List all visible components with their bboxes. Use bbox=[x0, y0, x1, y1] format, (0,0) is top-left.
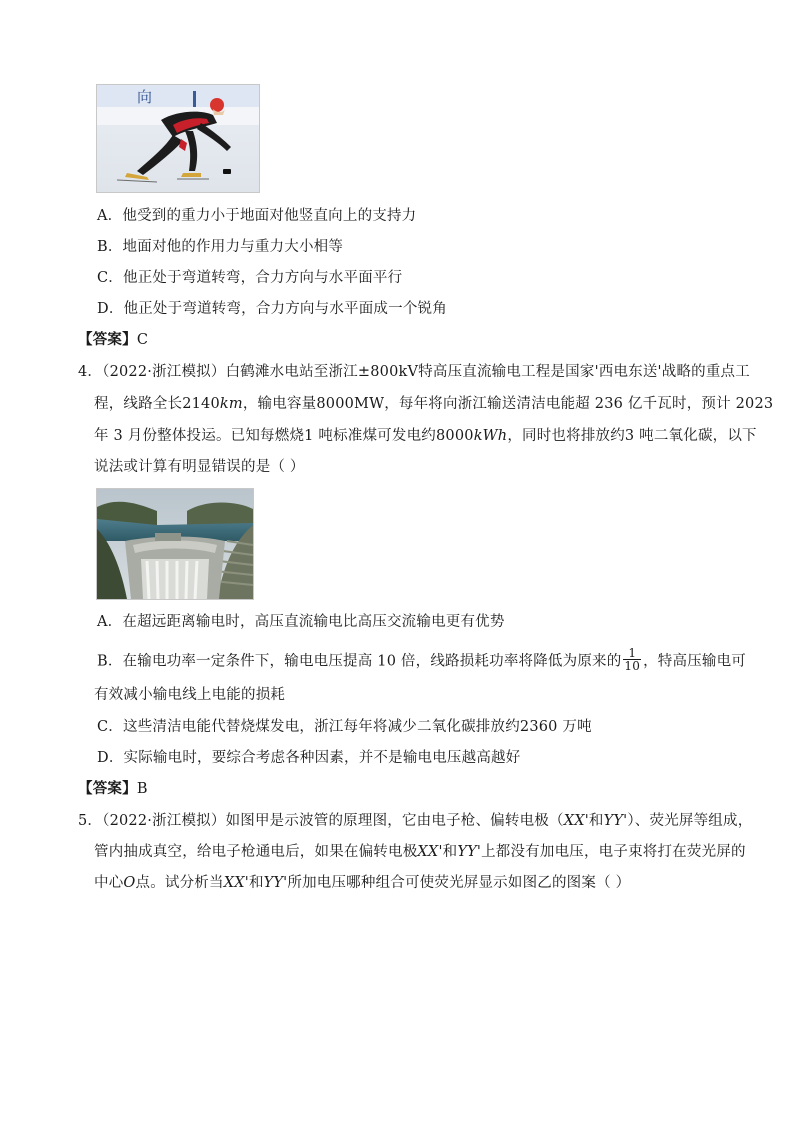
electrode-xx: XX' bbox=[563, 813, 589, 829]
q5-stem-line-1 bbox=[78, 811, 752, 831]
electrode-yy: YY' bbox=[263, 875, 288, 891]
q4-option-b-continued: 有效减小输电线上电能的损耗 bbox=[94, 687, 286, 703]
q3-option-d: D．他正处于弯道转弯，合力方向与水平面成一个锐角 bbox=[97, 301, 447, 317]
q4-option-d: D．实际输电时，要综合考虑各种因素，并不是输电电压越高越好 bbox=[97, 750, 521, 766]
q4-text: ，输电容量8000MW，每年将向浙江输送清洁电能超 236 亿千瓦时，预计 2023 bbox=[242, 396, 774, 412]
q5-text: 和 bbox=[248, 875, 264, 891]
answer-label: 【答案】 bbox=[78, 332, 137, 348]
q4-option-b-text: ，特高压输电可 bbox=[643, 653, 746, 670]
electrode-yy: YY' bbox=[603, 813, 628, 829]
q3-option-b: B．地面对他的作用力与重力大小相等 bbox=[97, 239, 344, 255]
q4-stem-line-1: 4．（2022·浙江模拟）白鹤滩水电站至浙江±800kV特高压直流输电工程是国家'西电东送'战略的重点工 bbox=[78, 364, 750, 380]
speed-skater-photo bbox=[96, 84, 260, 193]
answer-label: 【答案】 bbox=[78, 781, 137, 797]
answer-value: B bbox=[136, 781, 148, 797]
q4-text: 年 3 月份整体投运。已知每燃烧1 吨标准煤可发电约8000 bbox=[94, 428, 474, 444]
q5-text: 点。试分析当 bbox=[135, 875, 224, 891]
point-o: O bbox=[123, 875, 136, 891]
q4-stem-line-2 bbox=[94, 394, 773, 414]
fraction-denominator: 10 bbox=[624, 659, 641, 673]
electrode-yy: YY' bbox=[457, 844, 482, 860]
q4-option-c: C．这些清洁电能代替烧煤发电，浙江每年将减少二氧化碳排放约2360 万吨 bbox=[97, 719, 592, 735]
q5-text: ）、荧光屏等组成， bbox=[627, 813, 753, 829]
electrode-xx: XX' bbox=[223, 875, 249, 891]
q5-text: 所加电压哪种组合可使荧光屏显示如图乙的图案（ ） bbox=[287, 875, 631, 891]
q3-answer bbox=[78, 330, 148, 350]
fraction-one-tenth bbox=[623, 647, 641, 672]
fraction-numerator: 1 bbox=[623, 647, 641, 660]
electrode-xx: XX' bbox=[417, 844, 443, 860]
q4-option-a: A．在超远距离输电时，高压直流输电比高压交流输电更有优势 bbox=[97, 614, 505, 630]
q5-text: 中心 bbox=[94, 875, 124, 891]
q5-text: 和 bbox=[442, 844, 458, 860]
q5-stem-line-3 bbox=[94, 873, 630, 893]
q5-text: 和 bbox=[588, 813, 604, 829]
arena-wall-text: 向 bbox=[137, 88, 153, 106]
q4-stem-line-3 bbox=[94, 426, 757, 446]
q3-option-c: C．他正处于弯道转弯，合力方向与水平面平行 bbox=[97, 270, 403, 286]
answer-value: C bbox=[136, 332, 149, 348]
q4-option-b-text: B．在输电功率一定条件下，输电电压提高 10 倍，线路损耗功率将降低为原来的 bbox=[97, 653, 622, 670]
hydropower-dam-photo bbox=[96, 488, 254, 600]
q4-text: ，同时也将排放约3 吨二氧化碳，以下 bbox=[507, 428, 757, 444]
q5-text: 上都没有加电压，电子束将打在荧光屏的 bbox=[481, 844, 746, 860]
q4-stem-line-4: 说法或计算有明显错误的是（ ） bbox=[94, 459, 305, 475]
q5-stem-line-2 bbox=[94, 842, 746, 862]
q5-text: 管内抽成真空，给电子枪通电后，如果在偏转电极 bbox=[94, 844, 418, 860]
q4-text: 程，线路全长2140 bbox=[94, 396, 220, 412]
q3-option-a: A．他受到的重力小于地面对他竖直向上的支持力 bbox=[97, 208, 417, 224]
q4-answer bbox=[78, 779, 148, 799]
unit-km: km bbox=[219, 396, 243, 412]
q5-text: 5．（2022·浙江模拟）如图甲是示波管的原理图，它由电子枪、偏转电极（ bbox=[78, 813, 564, 829]
q4-option-b bbox=[97, 646, 746, 674]
unit-kwh: kWh bbox=[473, 428, 508, 444]
